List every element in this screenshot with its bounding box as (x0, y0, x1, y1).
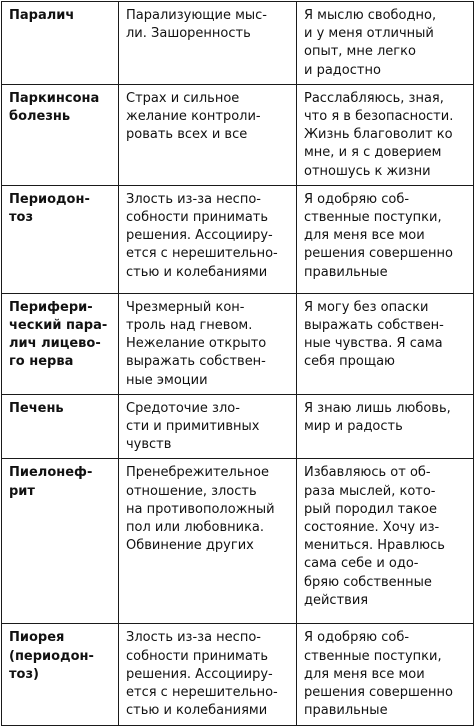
ailment-affirmation: Я одобряю соб- ственные поступки, для меня все мои решения совершенно правильные (297, 624, 474, 726)
ailment-name: Перифери- ческий пара- лич лицево- го нерва (2, 293, 119, 394)
ailment-name: Паралич (2, 2, 119, 85)
table-row (2, 394, 474, 459)
ailment-cause: Пренебрежительное отношение, злость на противоположный пол или любовника. Обвинение других (119, 459, 297, 624)
ailment-cause: Средоточие зло- сти и примитивных чувств (119, 394, 297, 459)
table-row (2, 185, 474, 293)
ailment-cause: Чрезмерный кон- троль над гневом. Нежелание открыто выражать собствен- ные эмоции (119, 293, 297, 394)
ailment-name: Печень (2, 394, 119, 459)
table-row (2, 459, 474, 624)
ailment-name: Пиелонеф- рит (2, 459, 119, 624)
ailment-affirmation: Я могу без опаски выражать собствен- ные чувства. Я сама себя прощаю (297, 293, 474, 394)
table-row (2, 624, 474, 726)
ailment-affirmation: Я мыслю свободно, и у меня отличный опыт, мне легко и радостно (297, 2, 474, 85)
table-row (2, 293, 474, 394)
ailment-affirmation: Я одобряю соб- ственные поступки, для меня все мои решения совершенно правильные (297, 185, 474, 293)
ailment-cause: Парализующие мыс- ли. Зашоренность (119, 2, 297, 85)
ailment-affirmation: Расслабляюсь, зная, что я в безопасности. Жизнь благоволит ко мне, и я с доверием отношусь к жизни (297, 84, 474, 185)
ailment-name: Пиорея (периодон- тоз) (2, 624, 119, 726)
ailment-name: Паркинсона болезнь (2, 84, 119, 185)
ailments-table (1, 1, 474, 726)
ailment-affirmation: Я знаю лишь любовь, мир и радость (297, 394, 474, 459)
ailment-cause: Злость из-за неспо- собности принимать решения. Ассоцииру- ется с нерешительно- стью и колебаниями (119, 185, 297, 293)
ailment-name: Периодон- тоз (2, 185, 119, 293)
ailment-affirmation: Избавляюсь от об- раза мыслей, кото- рый породил такое состояние. Хочу из- мениться. Нравлюсь сама себе и одо- бряю собственные действия (297, 459, 474, 624)
ailment-cause: Страх и сильное желание контроли- ровать всех и все (119, 84, 297, 185)
table-row (2, 2, 474, 85)
table-row (2, 84, 474, 185)
ailment-cause: Злость из-за неспо- собности принимать решения. Ассоцииру- ется с нерешительно- стью и колебаниями (119, 624, 297, 726)
